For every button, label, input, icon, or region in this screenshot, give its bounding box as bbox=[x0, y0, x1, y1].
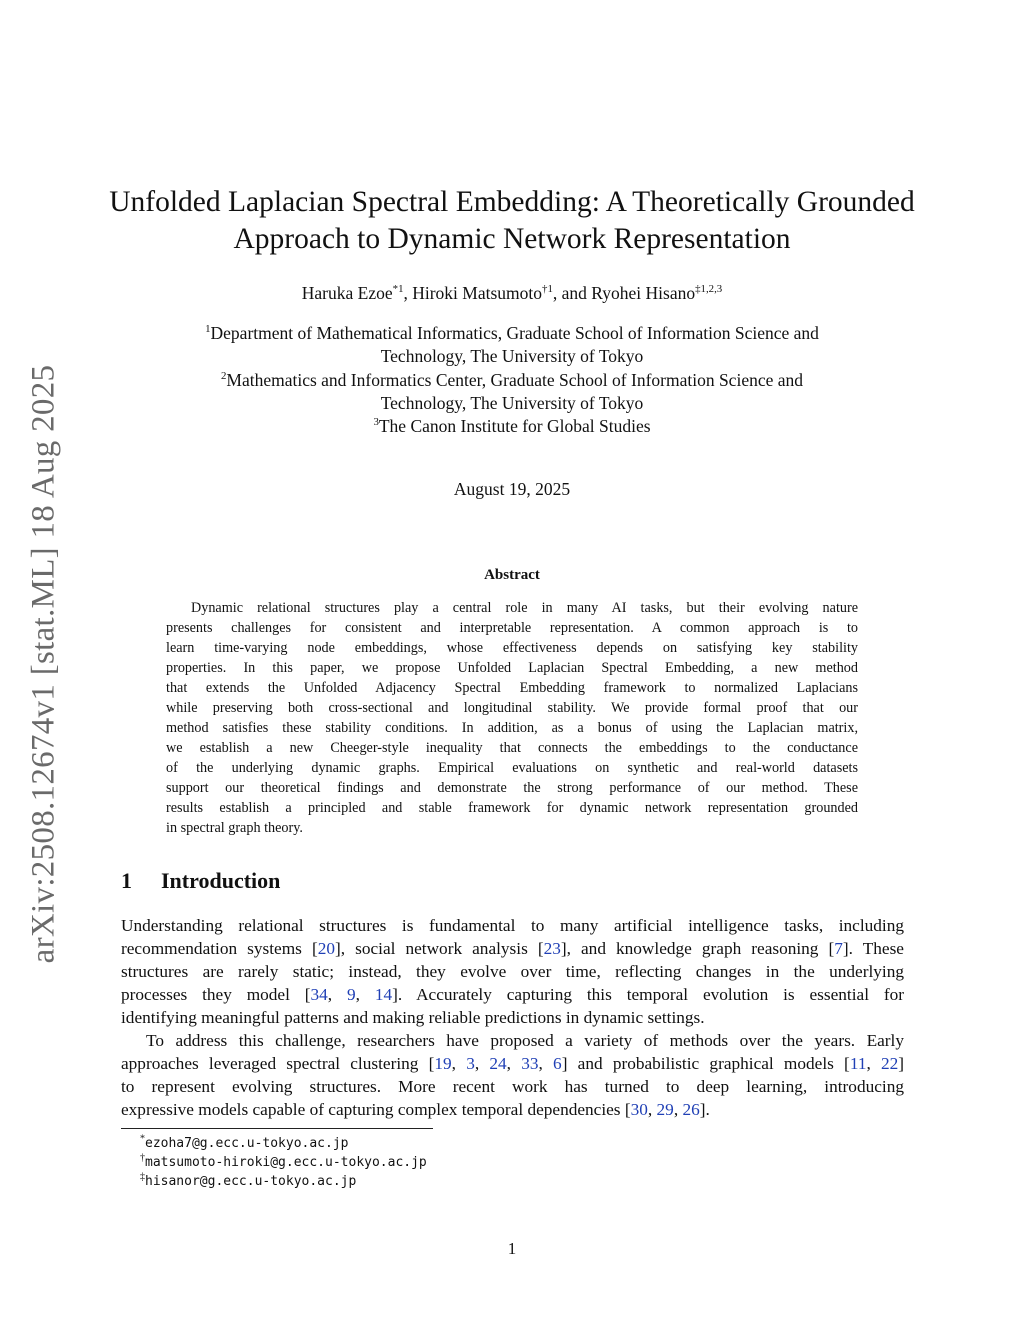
text-run: , bbox=[673, 1100, 683, 1119]
intro-line: to represent evolving structures. More recent work has turned to deep learning, introducing bbox=[121, 1077, 904, 1096]
abstract-line: method satisfies these stability conditions. In addition, as a bonus of using the Laplacian matrix, bbox=[166, 720, 858, 736]
footnote bbox=[140, 1153, 427, 1172]
author-list bbox=[100, 283, 924, 304]
paper-date: August 19, 2025 bbox=[453, 479, 571, 499]
affiliation-1 bbox=[100, 322, 924, 345]
intro-line: Understanding relational structures is fundamental to many artificial intelligence tasks, including bbox=[121, 916, 904, 935]
citation-link[interactable]: 34 bbox=[310, 985, 328, 1004]
footnote-mark: * bbox=[140, 1133, 145, 1145]
abstract-heading: Abstract bbox=[484, 567, 540, 583]
text-run: ], and knowledge graph reasoning [ bbox=[560, 939, 835, 958]
abstract-line: properties. In this paper, we propose Unfolded Laplacian Spectral Embedding, a new method bbox=[166, 660, 858, 676]
affiliation-2 bbox=[100, 369, 924, 392]
title-line-2: Approach to Dynamic Network Representation bbox=[233, 223, 791, 255]
abstract-body bbox=[166, 598, 858, 838]
footnotes bbox=[140, 1134, 427, 1191]
text-run: , bbox=[538, 1054, 554, 1073]
footnote-mark: † bbox=[140, 1152, 145, 1164]
section-heading bbox=[121, 868, 280, 894]
abstract-line: we establish a new Cheeger-style inequality that connects the embeddings to the conductance bbox=[166, 740, 858, 756]
footnote-email[interactable]: ezoha7@g.ecc.u-tokyo.ac.jp bbox=[145, 1136, 349, 1151]
footnote-email[interactable]: matsumoto-hiroki@g.ecc.u-tokyo.ac.jp bbox=[145, 1155, 427, 1170]
section-number: 1 bbox=[121, 868, 132, 893]
text-run: ] bbox=[898, 1054, 905, 1073]
abstract-line: results establish a principled and stable framework for dynamic network representation grounded bbox=[166, 800, 858, 816]
page-number: 1 bbox=[507, 1239, 517, 1258]
intro-line: identifying meaningful patterns and making reliable predictions in dynamic settings. bbox=[121, 1008, 705, 1027]
author-3-marks: ‡1,2,3 bbox=[695, 283, 723, 296]
text-run: processes they model [ bbox=[121, 985, 311, 1004]
citation-link[interactable]: 30 bbox=[630, 1100, 648, 1119]
paper-title bbox=[100, 184, 924, 258]
footnote bbox=[140, 1172, 427, 1191]
footnote-rule bbox=[121, 1128, 433, 1129]
author-separator: , and bbox=[552, 283, 592, 303]
affiliation-mark: 3 bbox=[373, 416, 379, 429]
citation-link[interactable]: 9 bbox=[346, 985, 356, 1004]
citation-link[interactable]: 29 bbox=[656, 1100, 674, 1119]
citation-link[interactable]: 23 bbox=[543, 939, 561, 958]
affiliation-3 bbox=[100, 415, 924, 438]
text-run: , bbox=[451, 1054, 467, 1073]
abstract-line: while preserving both cross-sectional and longitudinal stability. We provide formal proof that our bbox=[166, 700, 858, 716]
affiliation-text: Mathematics and Informatics Center, Graduate School of Information Science and bbox=[226, 369, 804, 390]
text-run: , bbox=[355, 985, 375, 1004]
text-run: expressive models capable of capturing complex temporal dependencies [ bbox=[121, 1100, 631, 1119]
abstract-line: Dynamic relational structures play a central role in many AI tasks, but their evolving nature bbox=[191, 600, 858, 616]
abstract-line: that extends the Unfolded Adjacency Spectral Embedding framework to normalized Laplacians bbox=[166, 680, 858, 696]
abstract-line: of the underlying dynamic graphs. Empirical evaluations on synthetic and real-world datasets bbox=[166, 760, 858, 776]
citation-link[interactable]: 24 bbox=[489, 1054, 507, 1073]
author-3: Ryohei Hisano bbox=[591, 283, 696, 303]
citation-link[interactable]: 14 bbox=[374, 985, 393, 1004]
footnote-email[interactable]: hisanor@g.ecc.u-tokyo.ac.jp bbox=[145, 1174, 357, 1189]
abstract-line: in spectral graph theory. bbox=[166, 820, 303, 836]
text-run: recommendation systems [ bbox=[121, 939, 318, 958]
abstract-line: support our theoretical findings and demonstrate the strong performance of our method. These bbox=[166, 780, 858, 796]
intro-line: structures are rarely static; instead, they evolve over time, reflecting changes in the underlying bbox=[121, 962, 904, 981]
intro-line bbox=[121, 937, 904, 960]
text-run: ]. Accurately capturing this temporal evolution is essential for bbox=[392, 985, 905, 1004]
author-separator: , bbox=[403, 283, 413, 303]
citation-link[interactable]: 33 bbox=[521, 1054, 539, 1073]
author-1-marks: *1 bbox=[392, 283, 404, 296]
abstract-line: presents challenges for consistent and interpretable representation. A common approach is to bbox=[166, 620, 858, 636]
text-run: ], social network analysis [ bbox=[334, 939, 544, 958]
affiliation-mark: 2 bbox=[220, 369, 227, 382]
affiliation-text: Department of Mathematical Informatics, Graduate School of Information Science and bbox=[210, 323, 819, 343]
affiliation-1-cont: Technology, The University of Tokyo bbox=[380, 346, 644, 367]
author-2-marks: †1 bbox=[542, 283, 553, 296]
intro-line: To address this challenge, researchers have proposed a variety of methods over the years. Early bbox=[146, 1031, 904, 1050]
affiliation-text: The Canon Institute for Global Studies bbox=[378, 416, 651, 437]
section-title: Introduction bbox=[161, 868, 281, 893]
citation-link[interactable]: 20 bbox=[317, 939, 335, 958]
text-run: , bbox=[647, 1100, 657, 1119]
intro-line bbox=[121, 1098, 904, 1121]
intro-line bbox=[121, 983, 904, 1006]
text-run: approaches leveraged spectral clustering [ bbox=[121, 1054, 435, 1073]
citation-link[interactable]: 26 bbox=[682, 1100, 700, 1119]
abstract-line: learn time-varying node embeddings, whose effectiveness depends on satisfying key stability bbox=[166, 640, 858, 656]
intro-line bbox=[121, 1052, 904, 1075]
affiliations bbox=[100, 322, 924, 438]
citation-link[interactable]: 22 bbox=[881, 1054, 899, 1073]
footnote bbox=[140, 1134, 427, 1153]
text-run: , bbox=[506, 1054, 522, 1073]
citation-link[interactable]: 6 bbox=[553, 1054, 562, 1073]
affiliation-mark: 1 bbox=[205, 323, 211, 336]
text-run: ]. bbox=[699, 1100, 710, 1119]
footnote-mark: ‡ bbox=[140, 1171, 145, 1183]
arxiv-sidebar bbox=[14, 359, 74, 969]
author-1: Haruka Ezoe bbox=[301, 283, 393, 303]
text-run: , bbox=[866, 1054, 882, 1073]
text-run: , bbox=[474, 1054, 490, 1073]
text-run: ]. These bbox=[842, 939, 904, 958]
text-run: ] and probabilistic graphical models [ bbox=[561, 1054, 850, 1073]
citation-link[interactable]: 11 bbox=[849, 1054, 867, 1073]
arxiv-identifier: arXiv:2508.12674v1 [stat.ML] 18 Aug 2025 bbox=[25, 364, 62, 964]
author-2: Hiroki Matsumoto bbox=[412, 283, 543, 303]
title-line-1: Unfolded Laplacian Spectral Embedding: A Theoretically Grounded bbox=[109, 186, 915, 218]
text-run: , bbox=[327, 985, 347, 1004]
affiliation-2-cont: Technology, The University of Tokyo bbox=[380, 392, 644, 413]
introduction-body bbox=[121, 914, 904, 1121]
citation-link[interactable]: 19 bbox=[434, 1054, 452, 1073]
citation-link[interactable]: 7 bbox=[834, 939, 843, 958]
citation-link[interactable]: 3 bbox=[466, 1054, 475, 1073]
